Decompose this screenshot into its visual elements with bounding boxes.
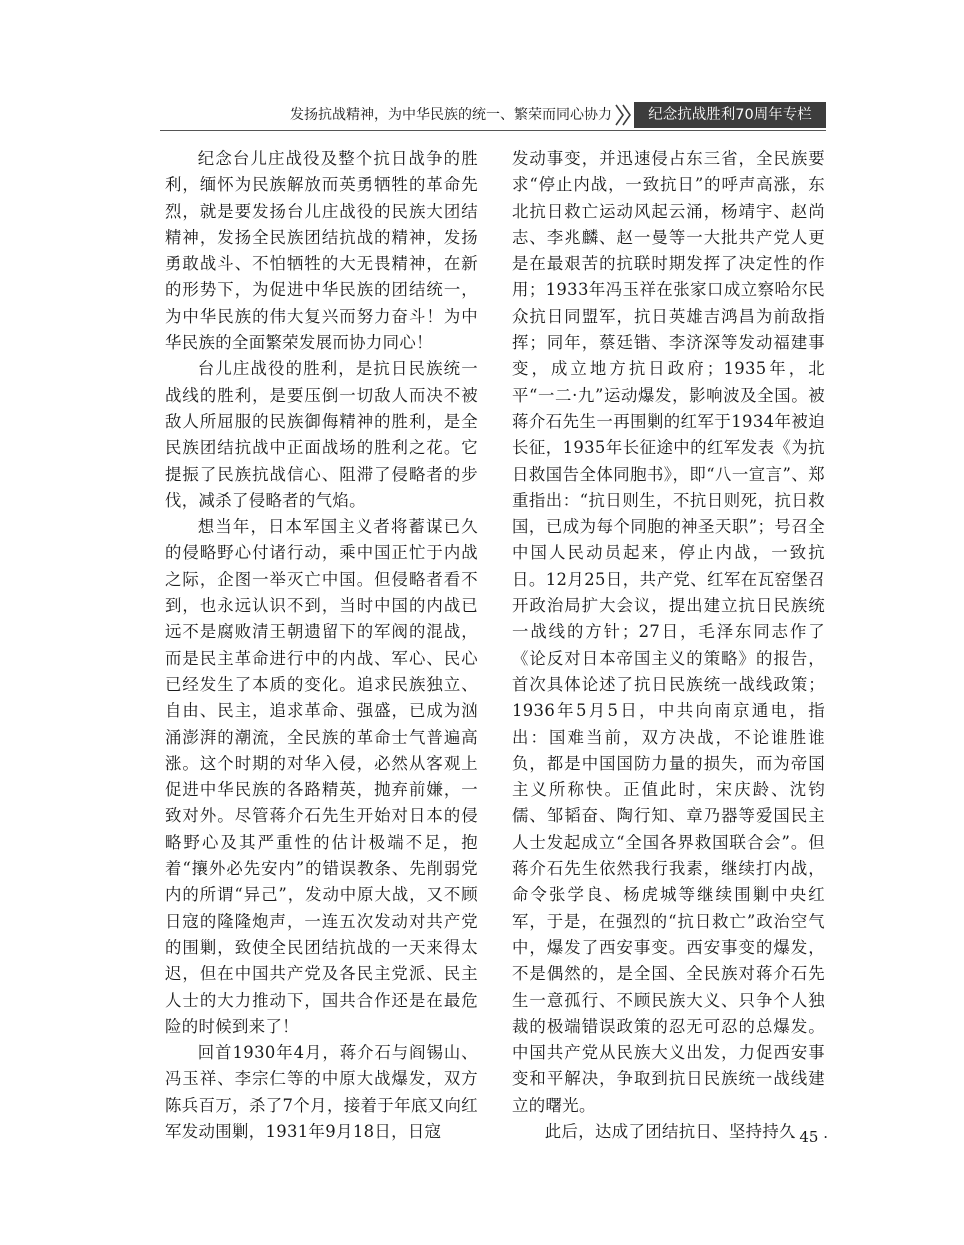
running-title: 发扬抗战精神，为中华民族的统一、繁荣而同心协力	[290, 107, 612, 123]
paragraph: 台儿庄战役的胜利，是抗日民族统一战线的胜利，是要压倒一切敌人而决不被敌人所屈服的民族御侮精神的胜利，是全民族团结抗战中正面战场的胜利之花。它提振了民族抗战信心、阻滞了侵略者的步伐，减杀了侵略者的气焰。	[165, 359, 478, 510]
running-header	[160, 98, 826, 130]
paragraph: 想当年，日本军国主义者将蓄谋已久的侵略野心付诸行动，乘中国正忙于内战之际，企图一举灭亡中国。但侵略者看不到，也永远认识不到，当时中国的内战已远不是腐败清王朝遗留下的军阀的混战，而是民主革命进行中的内战、军心、民心已经发生了本质的变化。追求民族独立、自由、民主，追求革命、强盛，已成为汹涌澎湃的潮流，全民族的革命士气普遍高涨。这个时期的对华入侵，必然从客观上促进中华民族的各路精英，抛弃前嫌，一致对外。尽管蒋介石先生开始对日本的侵略野心及其严重性的估计极端不足，抱着“攘外必先安内”的错误教条、先削弱党内的所谓“异己”，发动中原大战，又不顾日寇的隆隆炮声，一连五次发动对共产党的围剿，致使全民团结抗战的一天来得太迟，但在中国共产党及各民主党派、民主人士的大力推动下，国共合作还是在最危险的时候到来了！	[165, 517, 478, 1036]
double-chevron-icon	[613, 102, 635, 128]
header-rule	[160, 130, 826, 131]
page-number: · 45 ·	[789, 1128, 828, 1146]
paragraph: 回首1930年4月，蒋介石与阎锡山、冯玉祥、李宗仁等的中原大战爆发，双方陈兵百万，杀了7个月，接着于年底又向红军发动围剿，1931年9月18日，日寇	[165, 1043, 478, 1141]
paragraph: 纪念台儿庄战役及整个抗日战争的胜利，缅怀为民族解放而英勇牺牲的革命先烈，就是要发扬台儿庄战役的民族大团结精神，发扬全民族团结抗战的精神，发扬勇敢战斗、不怕牺牲的大无畏精神，在新的形势下，为促进中华民族的团结统一，为中华民族的伟大复兴而努力奋斗！为中华民族的全面繁荣发展而协力同心！	[165, 149, 478, 353]
paragraph-continued: 发动事变，并迅速侵占东三省，全民族要求“停止内战，一致抗日”的呼声高涨，东北抗日救亡运动风起云涌，杨靖宇、赵尚志、李兆麟、赵一曼等一大批共产党人更是在最艰苦的抗联时期发挥了决定性的作用；1933年冯玉祥在张家口成立察哈尔民众抗日同盟军，抗日英雄吉鸿昌为前敌指挥；同年，蔡廷锴、李济深等发动福建事变，成立地方抗日政府；1935年，北平“一二·九”运动爆发，影响波及全国。被蒋介石先生一再围剿的红军于1934年被迫长征，1935年长征途中的红军发表《为抗日救国告全体同胞书》，即“八一宣言”、郑重指出：“抗日则生，不抗日则死，抗日救国，已成为每个同胞的神圣天职”；号召全中国人民动员起来，停止内战，一致抗日。12月25日，共产党、红军在瓦窑堡召开政治局扩大会议，提出建立抗日民族统一战线的方针；27日，毛泽东同志作了《论反对日本帝国主义的策略》的报告，首次具体论述了抗日民族统一战线政策；1936年5月5日，中共向南京通电，指出：国难当前，双方决战，不论谁胜谁负，都是中国国防力量的损失，而为帝国主义所称快。正值此时，宋庆龄、沈钧儒、邹韬奋、陶行知、章乃器等爱国民主人士发起成立“全国各界救国联合会”。但蒋介石先生依然我行我素，继续打内战，命令张学良、杨虎城等继续围剿中央红军，于是，在强烈的“抗日救亡”政治空气中，爆发了西安事变。西安事变的爆发，不是偶然的，是全国、全民族对蒋介石先生一意孤行、不顾民族大义、只争个人独裁的极端错误政策的忍无可忍的总爆发。中国共产党从民族大义出发，力促西安事变和平解决，争取到抗日民族统一战线建立的曙光。	[512, 149, 825, 1115]
column-banner: 纪念抗战胜利70周年专栏	[634, 102, 826, 128]
left-column	[165, 146, 478, 1141]
paragraph: 此后，达成了团结抗日、坚持持久	[544, 1121, 796, 1141]
